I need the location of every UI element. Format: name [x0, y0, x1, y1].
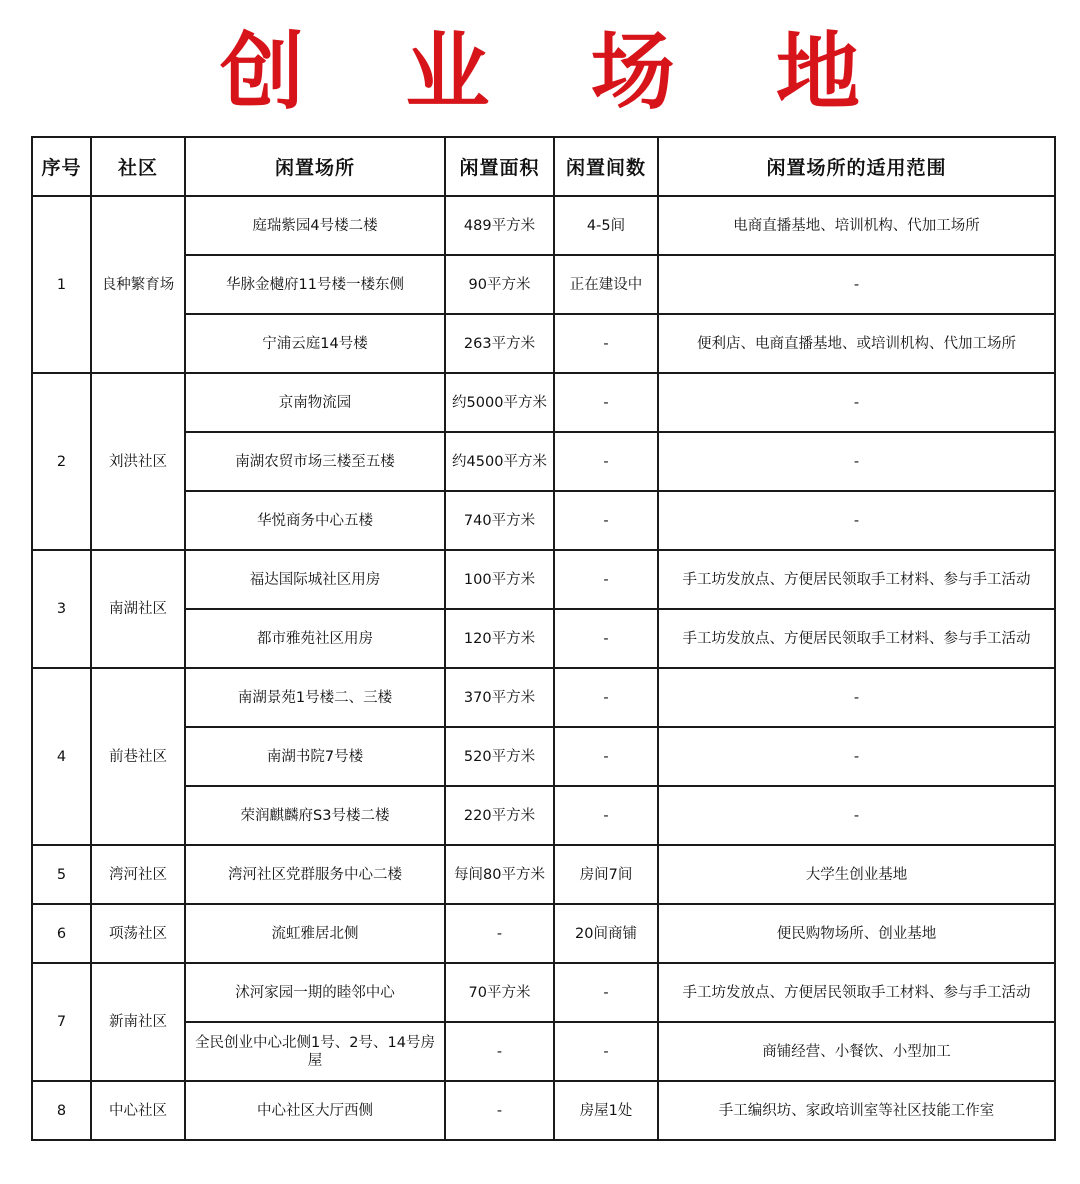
cell-area: 520平方米 [445, 727, 554, 786]
table-row [32, 786, 1055, 845]
cell-usage: 手工坊发放点、方便居民领取手工材料、参与手工活动 [658, 550, 1055, 609]
cell-rooms: - [554, 963, 658, 1022]
cell-place: 湾河社区党群服务中心二楼 [185, 845, 445, 904]
cell-area: 90平方米 [445, 255, 554, 314]
cell-area: 约4500平方米 [445, 432, 554, 491]
table-row [32, 255, 1055, 314]
header-rooms: 闲置间数 [554, 137, 658, 196]
cell-rooms: - [554, 373, 658, 432]
table-row [32, 196, 1055, 255]
cell-community: 南湖社区 [91, 550, 185, 668]
table-row [32, 845, 1055, 904]
cell-rooms: - [554, 668, 658, 727]
cell-rooms: - [554, 550, 658, 609]
cell-rooms: - [554, 786, 658, 845]
cell-community: 新南社区 [91, 963, 185, 1081]
table-row [32, 1022, 1055, 1081]
table-row [32, 314, 1055, 373]
cell-rooms: 房屋1处 [554, 1081, 658, 1140]
cell-rooms: 4-5间 [554, 196, 658, 255]
header-index: 序号 [32, 137, 91, 196]
table-row [32, 1081, 1055, 1140]
header-place: 闲置场所 [185, 137, 445, 196]
cell-index: 4 [32, 668, 91, 845]
table-row [32, 904, 1055, 963]
cell-place: 庭瑞紫园4号楼二楼 [185, 196, 445, 255]
cell-area: 220平方米 [445, 786, 554, 845]
table-row [32, 668, 1055, 727]
cell-area: 120平方米 [445, 609, 554, 668]
cell-community: 前巷社区 [91, 668, 185, 845]
cell-usage: 电商直播基地、培训机构、代加工场所 [658, 196, 1055, 255]
cell-place: 南湖农贸市场三楼至五楼 [185, 432, 445, 491]
venue-table [31, 136, 1056, 1141]
cell-area: 100平方米 [445, 550, 554, 609]
cell-index: 1 [32, 196, 91, 373]
cell-place: 华悦商务中心五楼 [185, 491, 445, 550]
cell-usage: 手工编织坊、家政培训室等社区技能工作室 [658, 1081, 1055, 1140]
cell-usage: 便民购物场所、创业基地 [658, 904, 1055, 963]
cell-area: - [445, 904, 554, 963]
cell-place: 南湖景苑1号楼二、三楼 [185, 668, 445, 727]
cell-rooms: 正在建设中 [554, 255, 658, 314]
cell-area: 约5000平方米 [445, 373, 554, 432]
cell-place: 全民创业中心北侧1号、2号、14号房屋 [185, 1022, 445, 1081]
cell-area: - [445, 1022, 554, 1081]
cell-usage: - [658, 668, 1055, 727]
table-row [32, 491, 1055, 550]
cell-usage: - [658, 727, 1055, 786]
cell-community: 中心社区 [91, 1081, 185, 1140]
cell-index: 7 [32, 963, 91, 1081]
table-body [32, 196, 1055, 1140]
cell-area: 每间80平方米 [445, 845, 554, 904]
cell-community: 刘洪社区 [91, 373, 185, 550]
cell-rooms: - [554, 609, 658, 668]
cell-usage: - [658, 491, 1055, 550]
header-community: 社区 [91, 137, 185, 196]
cell-place: 沭河家园一期的睦邻中心 [185, 963, 445, 1022]
cell-area: 70平方米 [445, 963, 554, 1022]
cell-place: 京南物流园 [185, 373, 445, 432]
cell-place: 华脉金樾府11号楼一楼东侧 [185, 255, 445, 314]
cell-usage: 商铺经营、小餐饮、小型加工 [658, 1022, 1055, 1081]
cell-rooms: - [554, 1022, 658, 1081]
cell-place: 荣润麒麟府S3号楼二楼 [185, 786, 445, 845]
table-row [32, 727, 1055, 786]
cell-community: 项荡社区 [91, 904, 185, 963]
cell-area: 263平方米 [445, 314, 554, 373]
cell-usage: 手工坊发放点、方便居民领取手工材料、参与手工活动 [658, 609, 1055, 668]
cell-rooms: - [554, 432, 658, 491]
cell-usage: 大学生创业基地 [658, 845, 1055, 904]
table-row [32, 963, 1055, 1022]
cell-rooms: - [554, 314, 658, 373]
cell-usage: - [658, 432, 1055, 491]
cell-rooms: - [554, 727, 658, 786]
cell-place: 都市雅苑社区用房 [185, 609, 445, 668]
table-header-row [32, 137, 1055, 196]
cell-usage: - [658, 373, 1055, 432]
header-area: 闲置面积 [445, 137, 554, 196]
table-row [32, 550, 1055, 609]
cell-usage: 便利店、电商直播基地、或培训机构、代加工场所 [658, 314, 1055, 373]
cell-usage: 手工坊发放点、方便居民领取手工材料、参与手工活动 [658, 963, 1055, 1022]
cell-usage: - [658, 786, 1055, 845]
cell-rooms: - [554, 491, 658, 550]
cell-index: 2 [32, 373, 91, 550]
cell-place: 福达国际城社区用房 [185, 550, 445, 609]
cell-index: 3 [32, 550, 91, 668]
cell-place: 南湖书院7号楼 [185, 727, 445, 786]
cell-area: 489平方米 [445, 196, 554, 255]
table-row [32, 432, 1055, 491]
cell-index: 6 [32, 904, 91, 963]
cell-place: 中心社区大厅西侧 [185, 1081, 445, 1140]
cell-place: 流虹雅居北侧 [185, 904, 445, 963]
cell-usage: - [658, 255, 1055, 314]
cell-index: 8 [32, 1081, 91, 1140]
cell-index: 5 [32, 845, 91, 904]
cell-area: - [445, 1081, 554, 1140]
header-usage: 闲置场所的适用范围 [658, 137, 1055, 196]
cell-rooms: 房间7间 [554, 845, 658, 904]
table-row [32, 373, 1055, 432]
cell-community: 良种繁育场 [91, 196, 185, 373]
page-title: 创 业 场 地 [220, 23, 896, 121]
cell-place: 宁浦云庭14号楼 [185, 314, 445, 373]
cell-community: 湾河社区 [91, 845, 185, 904]
cell-area: 370平方米 [445, 668, 554, 727]
table-row [32, 609, 1055, 668]
cell-area: 740平方米 [445, 491, 554, 550]
cell-rooms: 20间商铺 [554, 904, 658, 963]
